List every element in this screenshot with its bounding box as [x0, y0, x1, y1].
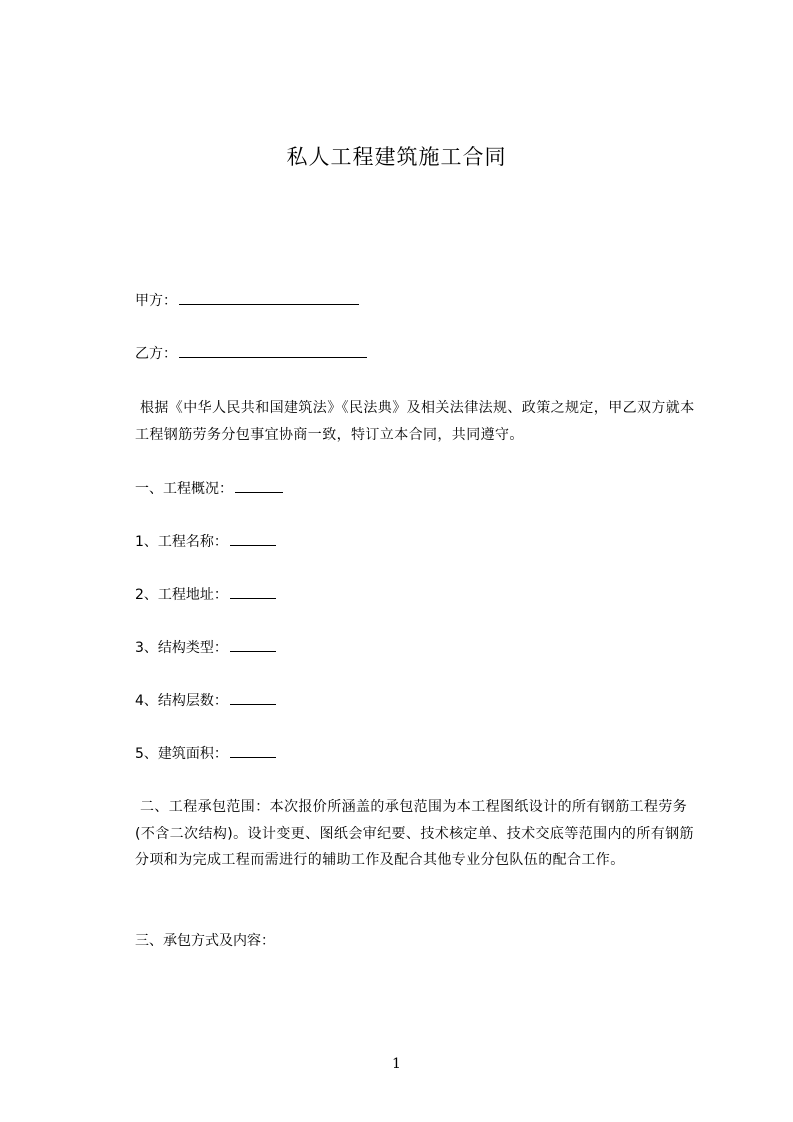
preamble-paragraph: 根据《中华人民共和国建筑法》《民法典》及相关法律法规、政策之规定，甲乙双方就本工程钢筋劳务分包事宜协商一致，特订立本合同，共同遵守。 [135, 400, 695, 443]
section2-paragraph: 二、工程承包范围：本次报价所涵盖的承包范围为本工程图纸设计的所有钢筋工程劳务(不含二次结构)。设计变更、图纸会审纪要、技术核定单、技术交底等范围内的所有钢筋分项和为完成工程而需进行的辅助工作及配合其他专业分包队伍的配合工作。 [135, 799, 694, 868]
section1-heading-line [135, 478, 283, 499]
item-label: 2、工程地址： [135, 587, 228, 603]
party-b-label: 乙方： [135, 346, 177, 362]
page-number: 1 [392, 1056, 401, 1072]
item-label: 5、建筑面积： [135, 746, 228, 762]
item-line [135, 584, 276, 605]
item-label: 1、工程名称： [135, 534, 228, 550]
item-line [135, 690, 276, 711]
item-blank [230, 690, 276, 705]
section1-blank [235, 478, 283, 493]
party-a-line [135, 290, 359, 311]
party-b-line [135, 343, 367, 364]
item-line [135, 531, 276, 552]
item-blank [230, 531, 276, 546]
item-blank [230, 743, 276, 758]
item-blank [230, 637, 276, 652]
section1-heading: 一、工程概况： [135, 481, 233, 497]
item-line [135, 743, 276, 764]
section3-heading: 三、承包方式及内容： [135, 933, 275, 949]
document-title: 私人工程建筑施工合同 [286, 145, 507, 169]
item-label: 3、结构类型： [135, 640, 228, 656]
item-label: 4、结构层数： [135, 693, 228, 709]
item-blank [230, 584, 276, 599]
party-a-blank [179, 290, 359, 305]
item-line [135, 637, 276, 658]
party-a-label: 甲方： [135, 293, 177, 309]
party-b-blank [179, 343, 367, 358]
